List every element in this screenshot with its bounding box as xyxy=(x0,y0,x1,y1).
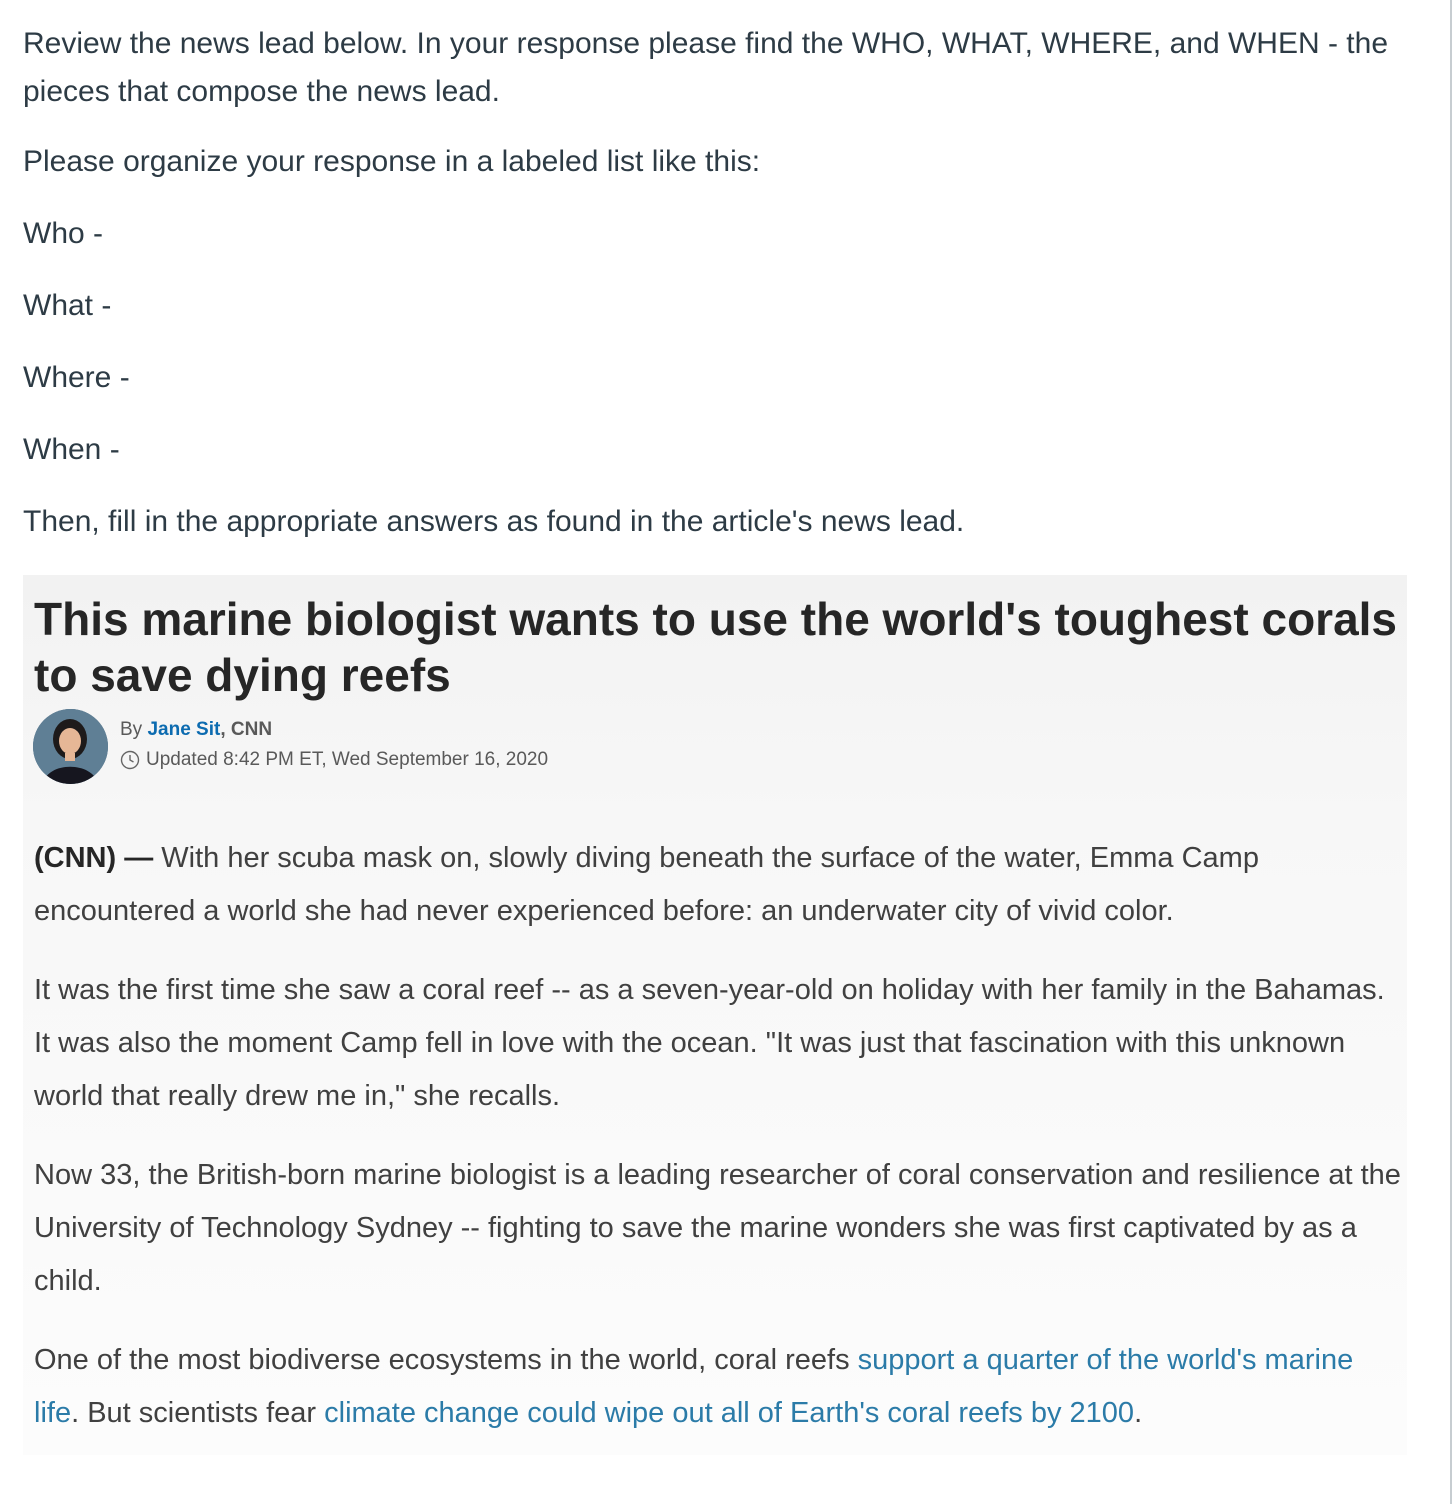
instructions-organize: Please organize your response in a labeled list like this: xyxy=(23,145,761,178)
article-body xyxy=(34,832,1404,1466)
byline-source: , CNN xyxy=(220,719,273,740)
label-what: What - xyxy=(23,289,112,322)
article-screenshot xyxy=(23,575,1407,1455)
dateline: (CNN) — xyxy=(34,842,154,874)
author-avatar xyxy=(33,709,108,784)
link-marine-life[interactable]: support a quarter of the world's marine life xyxy=(34,1344,1354,1429)
paragraph-4-part-a: One of the most biodiverse ecosystems in the world, coral reefs xyxy=(34,1344,858,1376)
updated-text: Updated 8:42 PM ET, Wed September 16, 2020 xyxy=(146,749,549,770)
link-climate-change[interactable]: climate change could wipe out all of Earth's coral reefs by 2100 xyxy=(324,1397,1135,1429)
label-who: Who - xyxy=(23,217,104,250)
byline-prefix: By xyxy=(120,719,148,740)
updated-timestamp xyxy=(120,749,548,771)
label-where: Where - xyxy=(23,361,130,394)
paragraph-4-part-c: . xyxy=(1134,1397,1143,1429)
paragraph-2: It was the first time she saw a coral reef -- as a seven-year-old on holiday with her family in the Bahamas. It was also the moment Camp fell in love with the ocean. "It was just that fascination with this unknown world that really drew me in," she recalls. xyxy=(34,974,1385,1112)
byline xyxy=(120,719,272,741)
paragraph-3: Now 33, the British-born marine biologist is a leading researcher of coral conservation and resilience at the University of Technology Sydney -- fighting to save the marine wonders she was first captivated by as a child. xyxy=(34,1159,1401,1297)
instructions-intro: Review the news lead below. In your response please find the WHO, WHAT, WHERE, and WHEN - the pieces that compose the news lead. xyxy=(23,27,1388,108)
paragraph-1 xyxy=(34,832,1404,938)
scrollbar-edge xyxy=(1450,0,1452,1504)
clock-icon xyxy=(120,750,140,770)
author-link[interactable]: Jane Sit xyxy=(147,719,221,740)
article-headline: This marine biologist wants to use the world's toughest corals to save dying reefs xyxy=(34,593,1398,701)
instructions-fill-in: Then, fill in the appropriate answers as found in the article's news lead. xyxy=(23,505,965,538)
paragraph-4 xyxy=(34,1334,1404,1440)
assignment-instructions xyxy=(23,20,1423,546)
paragraph-1-text: With her scuba mask on, slowly diving beneath the surface of the water, Emma Camp encountered a world she had never experienced before: an underwater city of vivid color. xyxy=(34,842,1259,927)
paragraph-4-part-b: . But scientists fear xyxy=(71,1397,325,1429)
label-when: When - xyxy=(23,433,120,466)
